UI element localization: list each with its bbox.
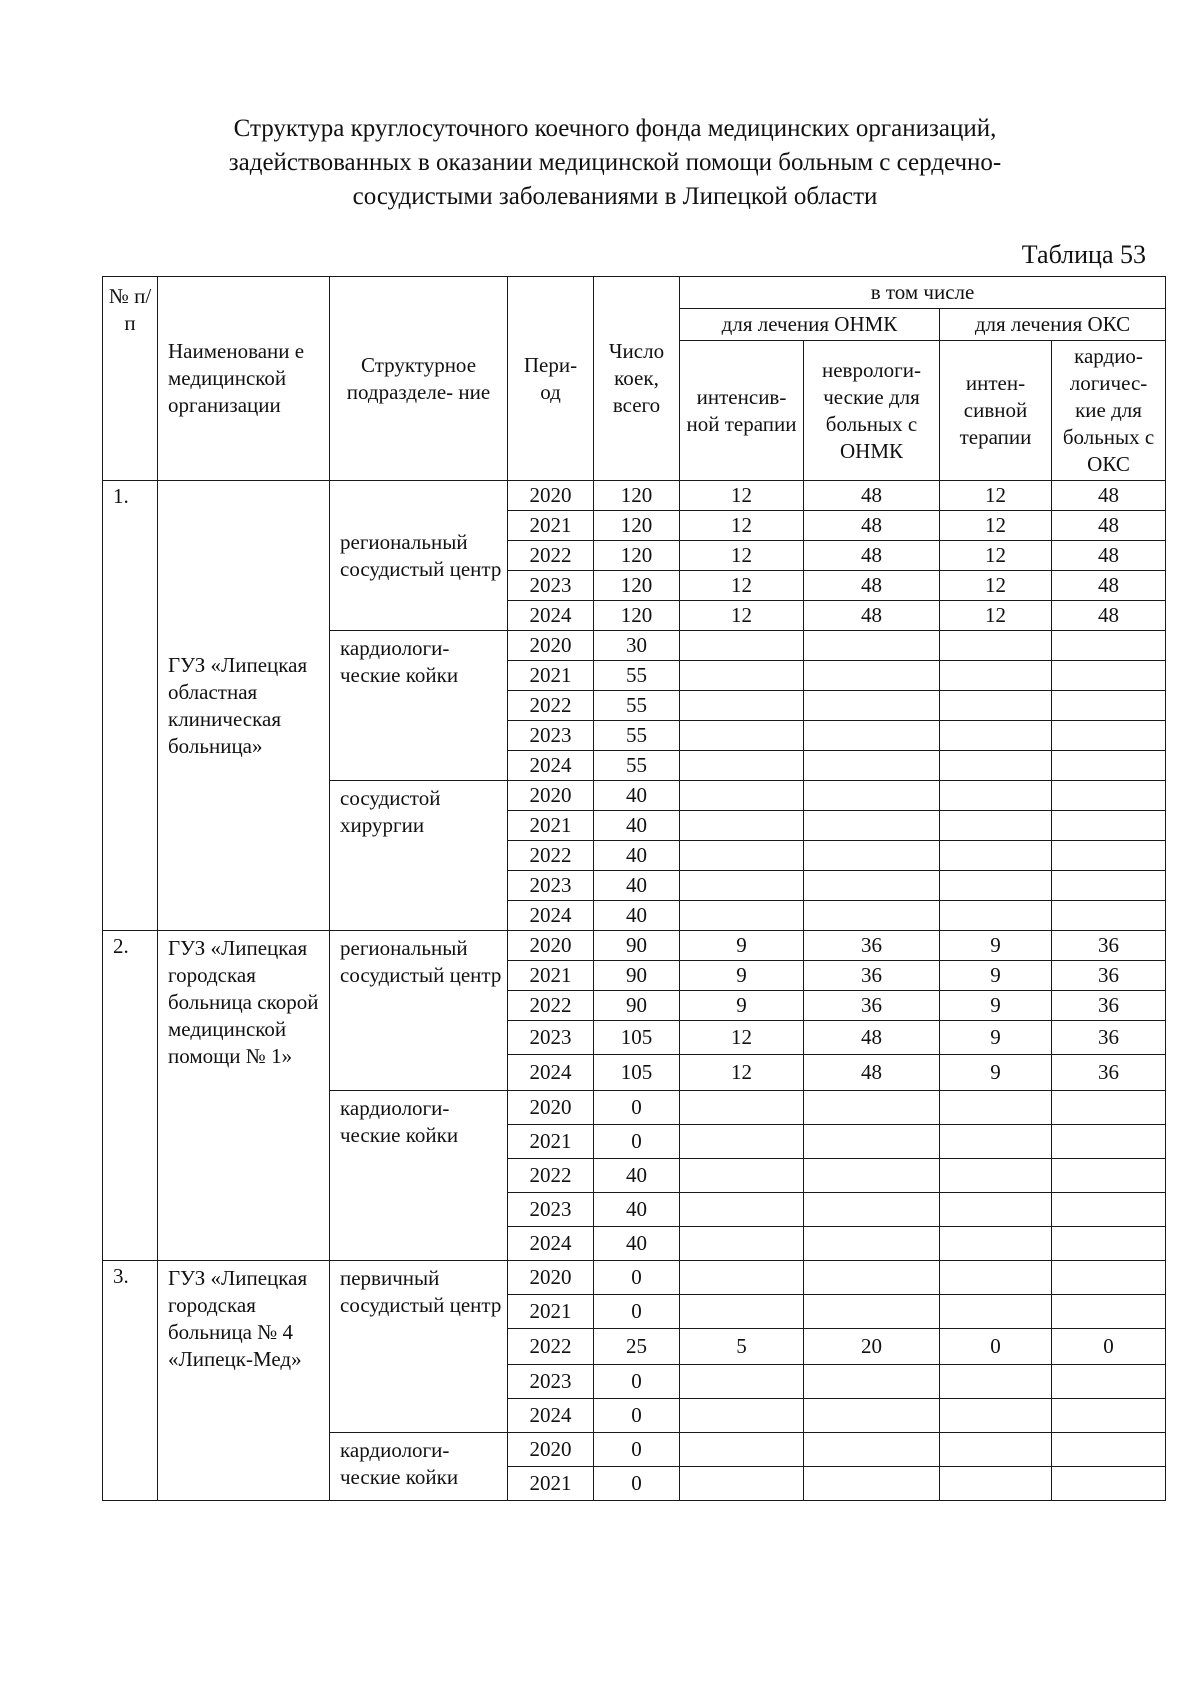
year-cell: 2022 [508,1159,594,1193]
onmk-neuro-cell: 48 [804,571,940,601]
beds-table [102,276,1166,1501]
year-cell: 2023 [508,571,594,601]
beds-cell: 40 [594,871,680,901]
unit-name: сосудистой хирургии [330,781,508,931]
oks-icu-cell: 9 [940,931,1052,961]
title-line-2: задействованных в оказании медицинской помощи больным с сердечно- [228,149,1002,176]
onmk-icu-cell: 9 [680,991,804,1021]
beds-cell: 120 [594,601,680,631]
oks-icu-cell: 12 [940,601,1052,631]
oks-cardio-cell [1052,1467,1166,1501]
onmk-icu-cell: 5 [680,1329,804,1365]
beds-cell: 90 [594,931,680,961]
oks-icu-cell [940,1261,1052,1295]
oks-icu-cell: 9 [940,961,1052,991]
table-caption: Таблица 53 [1021,240,1146,269]
oks-cardio-cell [1052,1091,1166,1125]
onmk-icu-cell [680,871,804,901]
year-cell: 2023 [508,871,594,901]
oks-cardio-cell [1052,1365,1166,1399]
onmk-neuro-cell [804,1433,940,1467]
oks-icu-cell [940,1125,1052,1159]
onmk-neuro-cell [804,1365,940,1399]
onmk-neuro-cell [804,871,940,901]
oks-icu-cell [940,1193,1052,1227]
oks-cardio-cell [1052,1159,1166,1193]
beds-cell: 40 [594,901,680,931]
header-unit: Структурное подразделе- ние [330,277,508,481]
year-cell: 2021 [508,661,594,691]
unit-name: региональный сосудистый центр [330,931,508,1091]
org-number: 2. [103,931,158,1261]
oks-icu-cell: 9 [940,1055,1052,1091]
year-cell: 2023 [508,1365,594,1399]
year-cell: 2022 [508,991,594,1021]
onmk-neuro-cell: 36 [804,931,940,961]
onmk-neuro-cell [804,1125,940,1159]
year-cell: 2020 [508,481,594,511]
document-title [150,112,1080,214]
oks-cardio-cell [1052,811,1166,841]
onmk-neuro-cell: 36 [804,991,940,1021]
header-period: Пери- од [508,277,594,481]
oks-cardio-cell [1052,1227,1166,1261]
oks-cardio-cell: 0 [1052,1329,1166,1365]
oks-icu-cell [940,781,1052,811]
oks-cardio-cell [1052,751,1166,781]
oks-icu-cell [940,841,1052,871]
oks-icu-cell [940,1091,1052,1125]
onmk-icu-cell [680,691,804,721]
oks-cardio-cell: 36 [1052,1055,1166,1091]
unit-name: кардиологи- ческие койки [330,1433,508,1501]
org-name: ГУЗ «Липецкая городская больница скорой медицинской помощи № 1» [158,931,330,1261]
onmk-neuro-cell [804,721,940,751]
onmk-neuro-cell [804,631,940,661]
beds-cell: 105 [594,1021,680,1055]
oks-icu-cell [940,661,1052,691]
oks-icu-cell: 9 [940,1021,1052,1055]
onmk-neuro-cell [804,811,940,841]
onmk-icu-cell [680,1125,804,1159]
table-header [103,277,1166,481]
oks-cardio-cell [1052,841,1166,871]
oks-icu-cell [940,871,1052,901]
oks-cardio-cell [1052,1399,1166,1433]
beds-cell: 0 [594,1295,680,1329]
oks-icu-cell: 0 [940,1329,1052,1365]
year-cell: 2021 [508,961,594,991]
onmk-neuro-cell [804,1295,940,1329]
oks-icu-cell: 12 [940,511,1052,541]
table-row [103,931,1166,961]
onmk-neuro-cell [804,691,940,721]
year-cell: 2020 [508,1261,594,1295]
beds-cell: 120 [594,511,680,541]
year-cell: 2024 [508,901,594,931]
oks-icu-cell [940,1227,1052,1261]
oks-cardio-cell [1052,691,1166,721]
oks-cardio-cell: 48 [1052,541,1166,571]
beds-cell: 55 [594,661,680,691]
oks-cardio-cell [1052,721,1166,751]
beds-cell: 40 [594,781,680,811]
oks-cardio-cell [1052,1261,1166,1295]
oks-cardio-cell [1052,1193,1166,1227]
year-cell: 2024 [508,1055,594,1091]
oks-icu-cell: 12 [940,541,1052,571]
oks-cardio-cell: 36 [1052,961,1166,991]
year-cell: 2022 [508,841,594,871]
oks-cardio-cell [1052,781,1166,811]
oks-icu-cell [940,811,1052,841]
year-cell: 2020 [508,631,594,661]
oks-cardio-cell [1052,631,1166,661]
onmk-icu-cell: 9 [680,931,804,961]
oks-cardio-cell: 48 [1052,511,1166,541]
oks-icu-cell: 12 [940,571,1052,601]
header-num: № п/п [103,277,158,481]
oks-cardio-cell: 36 [1052,1021,1166,1055]
onmk-icu-cell [680,721,804,751]
onmk-icu-cell [680,781,804,811]
beds-cell: 30 [594,631,680,661]
oks-icu-cell [940,1467,1052,1501]
onmk-icu-cell [680,631,804,661]
onmk-icu-cell [680,1433,804,1467]
oks-cardio-cell: 36 [1052,931,1166,961]
year-cell: 2021 [508,511,594,541]
header-oks-icu: интен- сивной терапии [940,341,1052,481]
onmk-neuro-cell [804,841,940,871]
beds-cell: 0 [594,1399,680,1433]
year-cell: 2020 [508,781,594,811]
beds-cell: 55 [594,751,680,781]
oks-cardio-cell [1052,901,1166,931]
beds-cell: 0 [594,1125,680,1159]
oks-icu-cell [940,1159,1052,1193]
year-cell: 2024 [508,1399,594,1433]
beds-cell: 55 [594,691,680,721]
onmk-icu-cell [680,1193,804,1227]
header-including: в том числе [680,277,1166,309]
onmk-neuro-cell [804,1227,940,1261]
header-org: Наименовани е медицинской организации [158,277,330,481]
year-cell: 2021 [508,1295,594,1329]
onmk-icu-cell [680,1261,804,1295]
onmk-neuro-cell [804,1159,940,1193]
beds-cell: 105 [594,1055,680,1091]
onmk-icu-cell [680,1399,804,1433]
oks-cardio-cell [1052,871,1166,901]
year-cell: 2022 [508,691,594,721]
beds-cell: 40 [594,811,680,841]
oks-cardio-cell: 48 [1052,571,1166,601]
oks-cardio-cell: 48 [1052,601,1166,631]
table-row [103,1261,1166,1295]
onmk-neuro-cell [804,661,940,691]
onmk-icu-cell [680,901,804,931]
year-cell: 2021 [508,1125,594,1159]
org-number: 1. [103,481,158,931]
onmk-icu-cell [680,811,804,841]
unit-name: первичный сосудистый центр [330,1261,508,1433]
oks-icu-cell [940,631,1052,661]
beds-cell: 120 [594,571,680,601]
year-cell: 2023 [508,1021,594,1055]
onmk-neuro-cell [804,1399,940,1433]
beds-cell: 40 [594,1159,680,1193]
beds-cell: 90 [594,961,680,991]
onmk-icu-cell: 12 [680,1055,804,1091]
beds-cell: 120 [594,541,680,571]
year-cell: 2021 [508,1467,594,1501]
oks-cardio-cell [1052,1125,1166,1159]
onmk-icu-cell: 12 [680,511,804,541]
oks-cardio-cell [1052,1295,1166,1329]
header-onmk-icu: интенсив- ной терапии [680,341,804,481]
oks-icu-cell [940,1399,1052,1433]
unit-name: кардиологи- ческие койки [330,631,508,781]
org-name: ГУЗ «Липецкая городская больница № 4 «Липецк-Мед» [158,1261,330,1501]
oks-icu-cell [940,901,1052,931]
year-cell: 2024 [508,601,594,631]
oks-icu-cell [940,1295,1052,1329]
onmk-neuro-cell: 48 [804,511,940,541]
year-cell: 2022 [508,541,594,571]
year-cell: 2024 [508,1227,594,1261]
onmk-neuro-cell: 48 [804,541,940,571]
oks-cardio-cell: 48 [1052,481,1166,511]
beds-cell: 40 [594,841,680,871]
onmk-icu-cell: 12 [680,571,804,601]
onmk-neuro-cell [804,1261,940,1295]
onmk-icu-cell [680,751,804,781]
beds-cell: 55 [594,721,680,751]
onmk-icu-cell [680,1227,804,1261]
year-cell: 2023 [508,721,594,751]
year-cell: 2020 [508,1091,594,1125]
beds-cell: 0 [594,1261,680,1295]
onmk-icu-cell [680,841,804,871]
oks-cardio-cell [1052,661,1166,691]
oks-icu-cell [940,1433,1052,1467]
year-cell: 2024 [508,751,594,781]
oks-icu-cell [940,1365,1052,1399]
oks-cardio-cell: 36 [1052,991,1166,1021]
onmk-icu-cell [680,1159,804,1193]
onmk-neuro-cell [804,1091,940,1125]
onmk-icu-cell: 9 [680,961,804,991]
year-cell: 2020 [508,931,594,961]
beds-cell: 120 [594,481,680,511]
oks-cardio-cell [1052,1433,1166,1467]
oks-icu-cell [940,721,1052,751]
onmk-neuro-cell: 48 [804,1021,940,1055]
title-line-3: сосудистыми заболеваниями в Липецкой области [352,183,878,210]
onmk-icu-cell: 12 [680,1021,804,1055]
onmk-icu-cell [680,1295,804,1329]
beds-cell: 90 [594,991,680,1021]
unit-name: региональный сосудистый центр [330,481,508,631]
beds-cell: 40 [594,1193,680,1227]
onmk-neuro-cell [804,1467,940,1501]
onmk-neuro-cell: 20 [804,1329,940,1365]
onmk-icu-cell [680,1091,804,1125]
onmk-neuro-cell [804,901,940,931]
beds-cell: 25 [594,1329,680,1365]
onmk-icu-cell [680,1365,804,1399]
beds-cell: 0 [594,1467,680,1501]
header-oks-cardio: кардио- логичес- кие для больных с ОКС [1052,341,1166,481]
onmk-icu-cell [680,1467,804,1501]
oks-icu-cell [940,751,1052,781]
onmk-neuro-cell [804,751,940,781]
onmk-neuro-cell: 36 [804,961,940,991]
year-cell: 2022 [508,1329,594,1365]
onmk-icu-cell: 12 [680,481,804,511]
table-row [103,481,1166,511]
onmk-neuro-cell [804,1193,940,1227]
year-cell: 2023 [508,1193,594,1227]
onmk-neuro-cell: 48 [804,601,940,631]
org-number: 3. [103,1261,158,1501]
oks-icu-cell: 12 [940,481,1052,511]
onmk-icu-cell: 12 [680,541,804,571]
header-onmk: для лечения ОНМК [680,309,940,341]
header-oks: для лечения ОКС [940,309,1166,341]
oks-icu-cell [940,691,1052,721]
header-onmk-neuro: неврологи- ческие для больных с ОНМК [804,341,940,481]
beds-cell: 0 [594,1365,680,1399]
org-name: ГУЗ «Липецкая областная клиническая больница» [158,481,330,931]
onmk-neuro-cell: 48 [804,1055,940,1091]
table-body [103,481,1166,1501]
beds-cell: 0 [594,1433,680,1467]
year-cell: 2020 [508,1433,594,1467]
beds-cell: 0 [594,1091,680,1125]
unit-name: кардиологи- ческие койки [330,1091,508,1261]
onmk-icu-cell [680,661,804,691]
onmk-icu-cell: 12 [680,601,804,631]
onmk-neuro-cell [804,781,940,811]
onmk-neuro-cell: 48 [804,481,940,511]
oks-icu-cell: 9 [940,991,1052,1021]
year-cell: 2021 [508,811,594,841]
title-line-1: Структура круглосуточного коечного фонда медицинских организаций, [233,115,997,142]
beds-cell: 40 [594,1227,680,1261]
header-beds: Число коек, всего [594,277,680,481]
